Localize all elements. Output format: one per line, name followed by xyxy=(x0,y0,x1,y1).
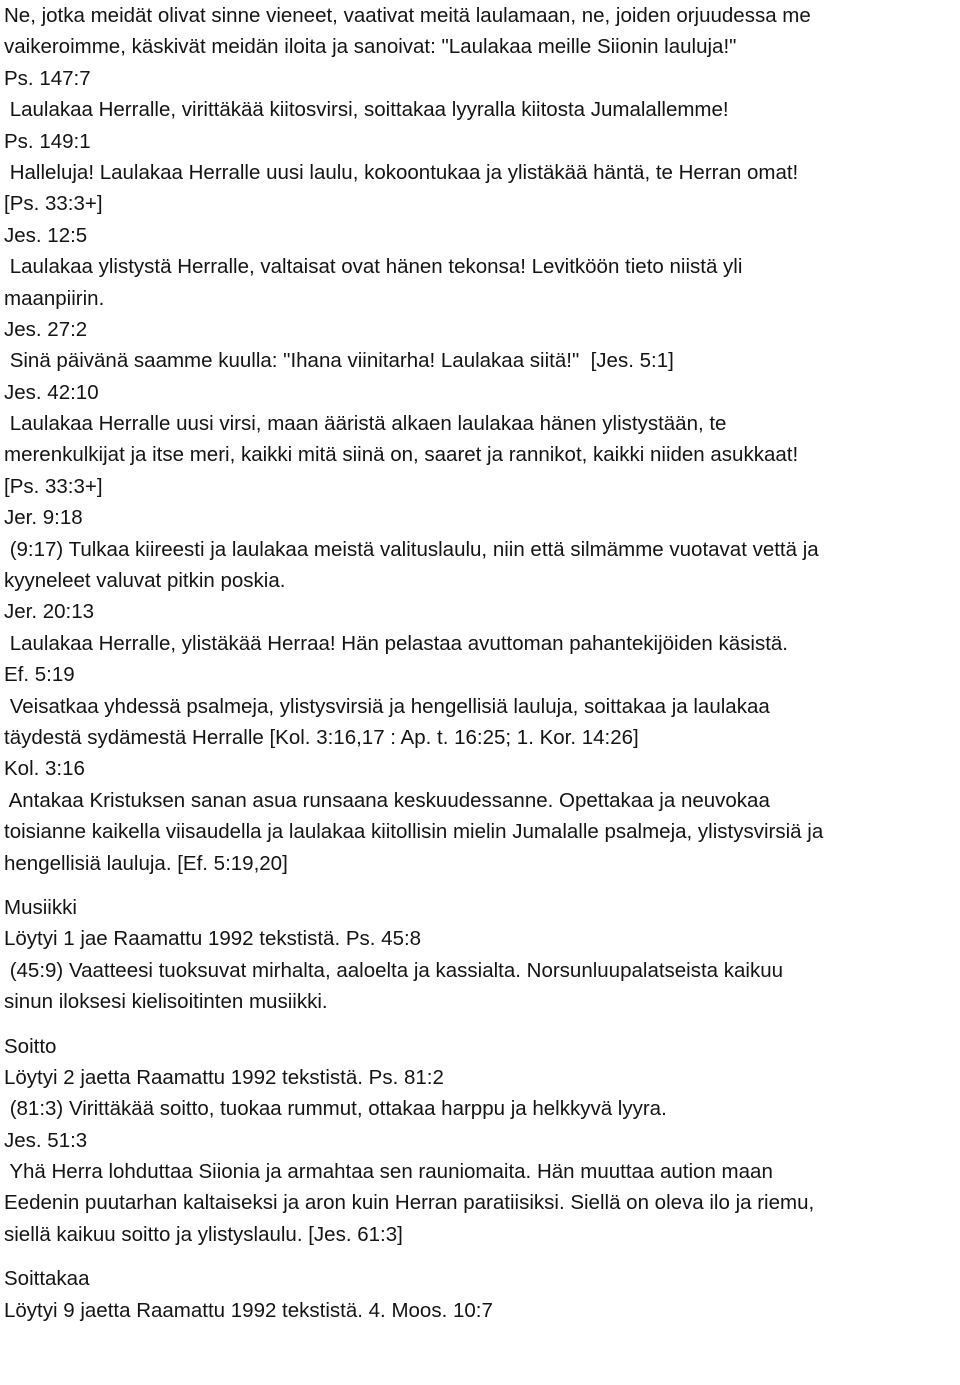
search-result-summary: Löytyi 1 jae Raamattu 1992 tekstistä. Ps. 45:8 xyxy=(4,927,422,951)
section-heading-musiikki: Musiikki xyxy=(4,895,77,919)
verse-reference: Jes. 12:5 xyxy=(4,223,88,247)
verse-text: (81:3) Virittäkää soitto, tuokaa rummut, ottakaa harppu ja helkkyvä lyyra. xyxy=(4,1097,667,1121)
verse-text: Laulakaa Herralle, ylistäkää Herraa! Hän pelastaa avuttoman pahantekijöiden käsistä. xyxy=(4,631,789,655)
cross-reference: [Ps. 33:3+] xyxy=(4,192,103,216)
verse-text: sinun iloksesi kielisoitinten musiikki. xyxy=(4,990,328,1014)
verse-text: Laulakaa Herralle, virittäkää kiitosvirsi, soittakaa lyyralla kiitosta Jumalallemme! xyxy=(4,98,729,122)
verse-text: toisianne kaikella viisaudella ja laulakaa kiitollisin mielin Jumalalle psalmeja, ylistysvirsiä ja xyxy=(4,820,824,844)
verse-text: Laulakaa ylistystä Herralle, valtaisat ovat hänen tekonsa! Levitköön tieto niistä yli xyxy=(4,255,743,279)
verse-reference: Ps. 149:1 xyxy=(4,129,91,153)
verse-reference: Jes. 27:2 xyxy=(4,317,88,341)
cross-reference: [Ps. 33:3+] xyxy=(4,474,103,498)
verse-reference: Ps. 147:7 xyxy=(4,66,91,90)
verse-reference: Jer. 9:18 xyxy=(4,506,83,530)
verse-reference: Jer. 20:13 xyxy=(4,600,95,624)
verse-text: (45:9) Vaatteesi tuoksuvat mirhalta, aaloelta ja kassialta. Norsunluupalatseista kaikuu xyxy=(4,958,784,982)
verse-text: merenkulkijat ja itse meri, kaikki mitä siinä on, saaret ja rannikot, kaikki niiden asukkaat! xyxy=(4,443,799,467)
text-line: vaikeroimme, käskivät meidän iloita ja sanoivat: "Laulakaa meille Siionin lauluja!" xyxy=(4,35,737,59)
verse-text: (9:17) Tulkaa kiireesti ja laulakaa meistä valituslaulu, niin että silmämme vuotavat vettä ja xyxy=(4,537,819,561)
verse-reference: Jes. 42:10 xyxy=(4,380,99,404)
search-result-summary: Löytyi 2 jaetta Raamattu 1992 tekstistä. Ps. 81:2 xyxy=(4,1065,444,1089)
verse-reference: Ef. 5:19 xyxy=(4,663,75,687)
verse-text: kyyneleet valuvat pitkin poskia. xyxy=(4,569,286,593)
document-body xyxy=(4,0,959,1326)
verse-text: Sinä päivänä saamme kuulla: "Ihana viinitarha! Laulakaa siitä!" [Jes. 5:1] xyxy=(4,349,674,373)
section-heading-soitto: Soitto xyxy=(4,1034,57,1058)
verse-text: Eedenin puutarhan kaltaiseksi ja aron kuin Herran paratiisiksi. Siellä on oleva ilo ja riemu, xyxy=(4,1191,815,1215)
section-heading-soittakaa: Soittakaa xyxy=(4,1267,90,1291)
verse-text: Laulakaa Herralle uusi virsi, maan ääristä alkaen laulakaa hänen ylistystään, te xyxy=(4,412,727,436)
section-gap xyxy=(4,879,959,892)
verse-text: Yhä Herra lohduttaa Siionia ja armahtaa sen rauniomaita. Hän muuttaa aution maan xyxy=(4,1160,773,1184)
verse-text: Halleluja! Laulakaa Herralle uusi laulu, kokoontukaa ja ylistäkää häntä, te Herran omat! xyxy=(4,160,799,184)
verse-reference: Jes. 51:3 xyxy=(4,1128,88,1152)
verse-text: täydestä sydämestä Herralle [Kol. 3:16,17 : Ap. t. 16:25; 1. Kor. 14:26] xyxy=(4,725,639,749)
section-gap xyxy=(4,1018,959,1031)
section-gap xyxy=(4,1250,959,1263)
verse-text: Veisatkaa yhdessä psalmeja, ylistysvirsiä ja hengellisiä lauluja, soittakaa ja laulakaa xyxy=(4,694,770,718)
verse-reference: Kol. 3:16 xyxy=(4,757,85,781)
verse-text: maanpiirin. xyxy=(4,286,105,310)
search-result-summary: Löytyi 9 jaetta Raamattu 1992 tekstistä. 4. Moos. 10:7 xyxy=(4,1298,493,1322)
verse-text: siellä kaikuu soitto ja ylistyslaulu. [Jes. 61:3] xyxy=(4,1222,403,1246)
verse-text: Antakaa Kristuksen sanan asua runsaana keskuudessanne. Opettakaa ja neuvokaa xyxy=(4,788,770,812)
text-line: Ne, jotka meidät olivat sinne vieneet, vaativat meitä laulamaan, ne, joiden orjuudessa me xyxy=(4,4,811,27)
verse-text: hengellisiä lauluja. [Ef. 5:19,20] xyxy=(4,851,288,875)
